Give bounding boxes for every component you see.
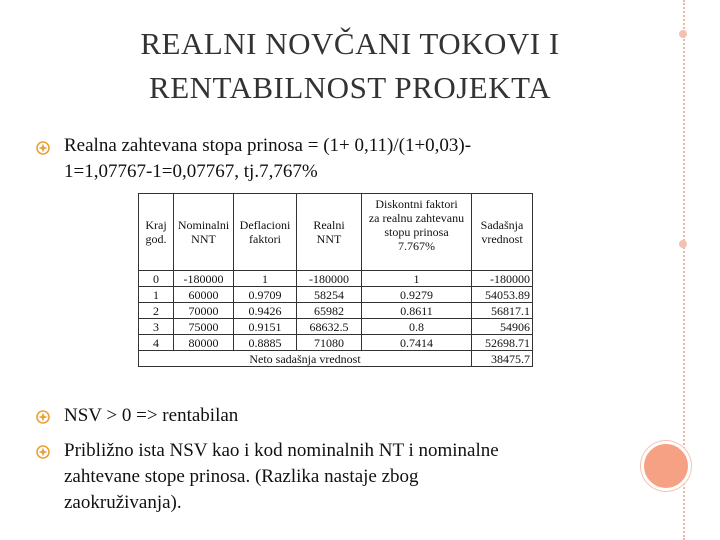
table-cell: 0.9426 [234,303,297,319]
table-cell: 54906 [472,319,533,335]
table-row [139,287,533,303]
table-cell: 80000 [174,335,234,351]
table-cell: 2 [139,303,174,319]
decorative-dot [679,240,687,248]
bullet-1-line-2: 1=1,07767-1=0,07767, tj.7,767% [64,161,318,182]
table-footer-row [139,351,533,367]
bullet-3-line-2: zahtevane stope prinosa. (Razlika nastaje zbog [64,466,419,487]
table-cell: 0.9151 [234,319,297,335]
cash-flow-table [138,193,533,367]
table-cell: -180000 [174,271,234,287]
table-cell: 71080 [297,335,362,351]
table-cell: 75000 [174,319,234,335]
bullet-text-2: NSV > 0 => rentabilan [64,405,239,426]
table-cell: 0.8611 [362,303,472,319]
table-cell: -180000 [297,271,362,287]
table-header-row [139,194,533,271]
bullet-3-line-1: Približno ista NSV kao i kod nominalnih NT i nominalne [64,440,499,461]
table-cell: 70000 [174,303,234,319]
header-real-nnt: Realni NNT [297,194,362,271]
table-cell: 65982 [297,303,362,319]
npv-label: Neto sadašnja vrednost [139,351,472,367]
bullet-text-3 [64,438,612,516]
table-cell: 0.9279 [362,287,472,303]
table-cell: 60000 [174,287,234,303]
header-discount: Diskontni faktori za realnu zahtevanu stopu prinosa 7.767% [362,194,472,271]
table-cell: 68632.5 [297,319,362,335]
bullet-flower-icon [36,445,50,459]
title-line-2: RENTABILNOST PROJEKTA [149,70,551,105]
table-row [139,271,533,287]
bullet-flower-icon [36,410,50,424]
table-cell: 0.8885 [234,335,297,351]
table-cell: 3 [139,319,174,335]
table-cell: 54053.89 [472,287,533,303]
bullet-3-line-3: zaokruživanja). [64,492,182,513]
bullet-1-line-1: Realna zahtevana stopa prinosa = (1+ 0,11)/(1+0,03)- [64,135,472,156]
table-cell: 56817.1 [472,303,533,319]
table-cell: 52698.71 [472,335,533,351]
table-cell: 58254 [297,287,362,303]
table-cell: 0.8 [362,319,472,335]
table-cell: 0.7414 [362,335,472,351]
table-row [139,335,533,351]
table-cell: 1 [362,271,472,287]
decorative-dot [679,30,687,38]
table-cell: 1 [139,287,174,303]
header-year: Kraj god. [139,194,174,271]
table-cell: 4 [139,335,174,351]
header-nominal-nnt: Nominalni NNT [174,194,234,271]
title-line-1: REALNI NOVČANI TOKOVI I [140,26,560,61]
table-cell: -180000 [472,271,533,287]
slide-title [70,22,630,110]
table-cell: 0 [139,271,174,287]
npv-value: 38475.7 [472,351,533,367]
table-cell: 1 [234,271,297,287]
bullet-flower-icon [36,141,50,155]
header-deflation: Deflacioni faktori [234,194,297,271]
table-row [139,303,533,319]
decorative-circle [641,441,691,491]
bullet-text-1 [64,133,616,185]
table-row [139,319,533,335]
header-present-value: Sadašnja vrednost [472,194,533,271]
table-cell: 0.9709 [234,287,297,303]
